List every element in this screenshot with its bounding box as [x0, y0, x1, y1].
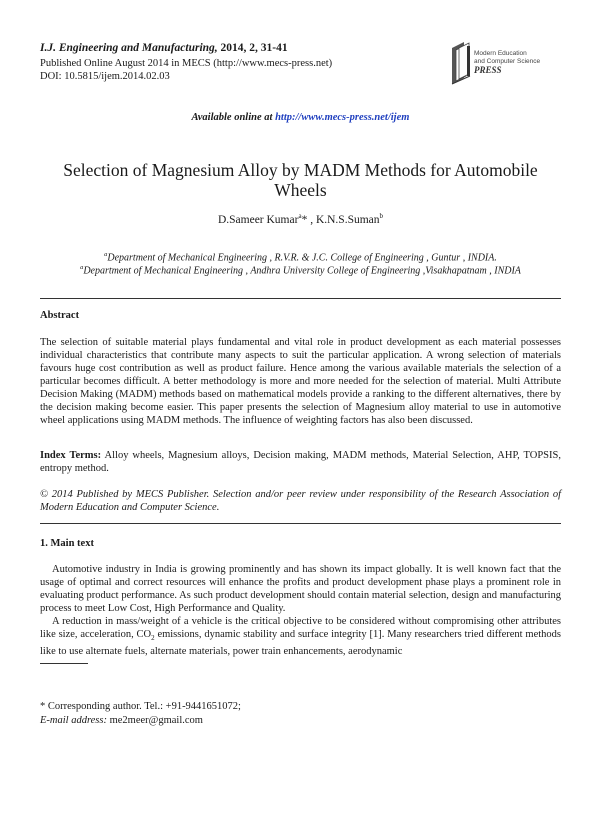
available-prefix: Available online at [191, 112, 276, 123]
affiliation-b-mark: a [80, 264, 84, 271]
co2-subscript: 2 [151, 634, 155, 643]
journal-url-link[interactable]: http://www.mecs-press.net/ijem [275, 112, 410, 123]
body-paragraph-2 [40, 615, 561, 658]
index-terms [40, 449, 561, 475]
email-label: E-mail address: [40, 715, 107, 726]
available-online [0, 112, 601, 123]
affiliation-b [0, 264, 601, 276]
author-2-affiliation-mark: b [379, 212, 384, 220]
copyright-notice: © 2014 Published by MECS Publisher. Selection and/or peer review under responsibility of the Research Association of Modern Education and Computer Science. [40, 489, 561, 513]
email-line [40, 715, 203, 726]
paper-title: Selection of Magnesium Alloy by MADM Methods for Automobile Wheels [63, 160, 538, 200]
divider [40, 523, 561, 524]
abstract-heading: Abstract [40, 310, 80, 321]
email-address[interactable]: me2meer@gmail.com [106, 715, 203, 726]
doi: DOI: 10.5815/ijem.2014.02.03 [40, 71, 170, 82]
body-paragraph-2-part-b: emissions, dynamic stability and surface integrity [1]. Many researchers tried different methods like to use alternate fuels, alternate materials, power train enhancements, aerodynamic [40, 629, 561, 658]
author-1: D.Sameer Kumar [217, 213, 299, 226]
divider [40, 298, 561, 299]
author-1-affiliation-mark: a [298, 212, 302, 220]
corresponding-author: * Corresponding author. Tel.: +91-9441651072; [40, 701, 241, 712]
body-paragraph-2-part-a: A reduction in mass/weight of a vehicle is the critical objective to be considered without compromising other attributes like size, acceleration, CO [40, 616, 561, 640]
publication-line: Published Online August 2014 in MECS (http://www.mecs-press.net) [40, 58, 333, 69]
publisher-logo [448, 38, 558, 88]
affiliation-a [0, 251, 601, 263]
section-heading: 1. Main text [40, 538, 94, 549]
author-2: K.N.S.Suman [315, 213, 380, 226]
affiliation-a-text: Department of Mechanical Engineering , R.V.R. & J.C. College of Engineering , Guntur , INDIA. [107, 252, 497, 264]
index-terms-label: Index Terms: [40, 450, 102, 461]
journal-name: I.J. Engineering and Manufacturing, [40, 42, 218, 54]
author-1-corresponding-mark: * , [301, 213, 316, 226]
author-list [0, 212, 601, 226]
journal-citation [40, 42, 288, 54]
journal-volume: 2014, 2, 31-41 [217, 42, 288, 54]
book-stack-logo-icon [448, 38, 558, 88]
logo-line-3: PRESS [474, 65, 502, 75]
abstract-text: The selection of suitable material plays fundamental and vital role in product development as each material possesses individual characteristics that contribute many aspects to suit the particular application. A wrong selection of materials favours huge cost contribution as well as product failure. Hence among the various available materials the selection of a particular becomes difficult. A better methodology is more and more needed for the selection of material. Multi Attribute Decision Making (MADM) methods based on mathematical models provide a ranking to the different alternatives, there by the decision making become easier. This paper presents the selection of Magnesium alloy material to use in automotive wheel applications using MADM methods. The influence of weighting factors has also been discussed. [40, 337, 561, 426]
index-terms-text: Alloy wheels, Magnesium alloys, Decision making, MADM methods, Material Selection, AHP, TOPSIS, entropy method. [40, 450, 561, 474]
footnote-rule [40, 663, 88, 664]
logo-line-1: Modern Education [474, 50, 527, 57]
affiliation-b-text: Department of Mechanical Engineering , Andhra University College of Engineering ,Visakhapatnam , INDIA [83, 265, 521, 277]
logo-line-2: and Computer Science [474, 58, 541, 65]
affiliation-a-mark: a [104, 251, 108, 258]
body-paragraph-1: Automotive industry in India is growing prominently and has shown its impact globally. It is well known fact that the usage of optimal and correct resources will enhance the profits and product development phase plays a prominent role in evaluating product performance. As such product development should contain material selection, design and manufacturing process to meet Low Cost, High Performance and Quality. [40, 564, 561, 614]
